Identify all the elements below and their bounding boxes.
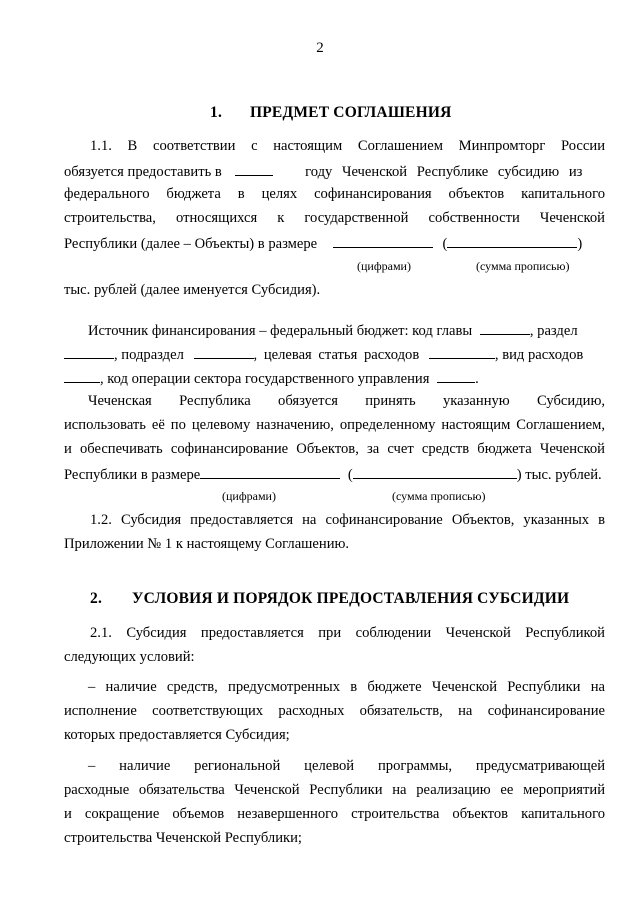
section-code-blank [64, 344, 114, 359]
amount-digits-blank [333, 233, 433, 248]
p2-1-line-1: 2.1. Субсидия предоставляется при соблюдении Чеченской Республикой [90, 625, 605, 641]
obligation-line-4a: Республики в размере [64, 467, 201, 483]
source-line-1a: Источник финансирования – федеральный бюджет: код главы [88, 323, 473, 339]
amount-words-blank-2 [353, 464, 517, 479]
p1-1-line-2b: году Чеченской Республике субсидию из [305, 164, 583, 180]
p1-1-line-3: федерального бюджета в целях софинансирования объектов капитального [64, 186, 605, 202]
caption-words-1: (сумма прописью) [476, 259, 570, 273]
source-line-2c: , вид расходов [494, 347, 584, 363]
bullet-1-line-2: исполнение соответствующих расходных обязательств, на софинансирование [64, 703, 605, 719]
caption-digits-1: (цифрами) [357, 259, 411, 273]
source-line-1b: , раздел [529, 323, 578, 339]
target-item-blank [429, 344, 495, 359]
p1-1-line-2a: обязуется предоставить в [64, 164, 222, 180]
bullet-2-line-4: строительства Чеченской Республики; [64, 830, 302, 846]
head-code-blank [480, 320, 530, 335]
section-1-title: ПРЕДМЕТ СОГЛАШЕНИЯ [250, 104, 452, 121]
p1-2-line-2: Приложении № 1 к настоящему Соглашению. [64, 536, 350, 552]
source-line-1 [88, 320, 605, 340]
p1-1-line-2 [64, 161, 605, 181]
amount-words-blank [447, 233, 577, 248]
obligation-line-2: использовать её по целевому назначению, определенному настоящим Соглашением, [64, 417, 605, 433]
p1-1-line-5-text: Республики (далее – Объекты) в размере [64, 236, 318, 252]
section-1-heading [210, 104, 452, 122]
source-line-3a: , код операции сектора государственного управления [100, 371, 430, 387]
obligation-line-1: Чеченская Республика обязуется принять указанную Субсидию, [88, 393, 605, 409]
operation-code-blank [437, 368, 475, 383]
obligation-line-4c: ) тыс. рублей. [516, 467, 602, 483]
p1-1-line-5: Республики (далее – Объекты) в размере ( ) [64, 233, 605, 253]
year-blank [235, 161, 273, 176]
expense-type-blank [64, 368, 100, 383]
page-number: 2 [316, 40, 324, 56]
source-line-3b: . [475, 371, 479, 387]
bullet-2-line-1: – наличие региональной целевой программы, предусматривающей [88, 758, 605, 774]
bullet-1-line-3: которых предоставляется Субсидия; [64, 727, 290, 743]
section-1-number: 1. [210, 104, 223, 121]
p1-1-line-6: тыс. рублей (далее именуется Субсидия). [64, 282, 321, 298]
bullet-2-line-3: и сокращение объемов незавершенного строительства объектов капитального [64, 806, 605, 822]
source-line-2a: , подраздел [114, 347, 184, 363]
obligation-line-4b: ( [347, 467, 353, 483]
amount-digits-blank-2 [200, 464, 340, 479]
section-2-heading [90, 590, 569, 608]
obligation-line-4 [64, 464, 605, 484]
caption-words-2: (сумма прописью) [392, 489, 486, 503]
p2-1-line-2: следующих условий: [64, 649, 195, 665]
source-line-2b: , целевая статья расходов [253, 347, 420, 363]
section-2-number: 2. [90, 590, 103, 607]
subsection-code-blank [194, 344, 254, 359]
p1-1-line-1: 1.1. В соответствии с настоящим Соглашением Минпромторг России [90, 138, 605, 154]
p1-2-line-1: 1.2. Субсидия предоставляется на софинансирование Объектов, указанных в [90, 512, 605, 528]
section-2-title: УСЛОВИЯ И ПОРЯДОК ПРЕДОСТАВЛЕНИЯ СУБСИДИИ [132, 590, 570, 607]
bullet-2-line-2: расходные обязательства Чеченской Республики на реализацию ее мероприятий [64, 782, 605, 798]
p1-1-line-4: строительства, относящихся к государственной собственности Чеченской [64, 210, 605, 226]
obligation-line-3: и обеспечивать софинансирование Объектов, за счет средств бюджета Чеченской [64, 441, 605, 457]
bullet-1-line-1: – наличие средств, предусмотренных в бюджете Чеченской Республики на [88, 679, 605, 695]
source-line-3 [64, 368, 605, 388]
caption-digits-2: (цифрами) [222, 489, 276, 503]
source-line-2 [64, 344, 605, 364]
